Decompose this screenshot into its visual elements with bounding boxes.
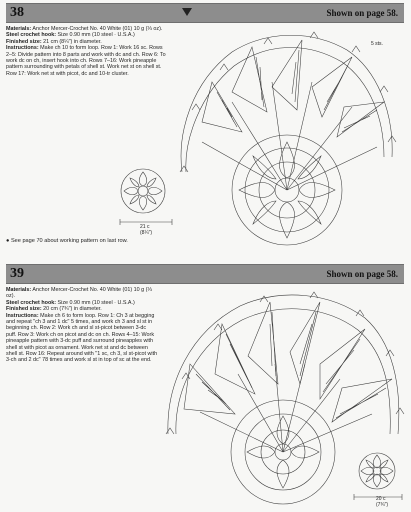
pattern-39-instructions: Instructions: Make ch 6 to form loop. Row 1: Ch 3 at begging and repeat "ch 3 and 1 dc" 5 times, and work ch 3 and sl st in beginning ch. Row 2: Work ch and sl st-picot between 3-dc puff. Row 3: Work ch on picot and dc on ch. Rows 4–15: Work pineapple pattern with 3-dc puff and surround pineapples with shell st with picot as ornament. Work net st and dc between shell st. Row 16: Repeat around with "1 sc, ch 3, sl st-picot with 3-ch and 2 dc" 78 times and work sl st in top of sc at the end. [6,312,158,364]
pattern-38-see-note: ● See page 70 about working pattern on last row. [6,238,128,244]
pattern-38-materials: Materials: Anchor Mercer-Crochet No. 40 White (01) 10 g (⅓ oz). [6,26,163,32]
pattern-38-hook: Steel crochet hook: Size 0.90 mm (10 steel · U.S.A.) [6,32,135,39]
pattern-38-number: 38 [10,5,24,20]
pattern-39-dimension-label: 20 c (7¾") [376,496,389,508]
pattern-38-dimension-label: 21 c (8¼") [140,224,153,236]
pattern-38-header-band [6,3,404,23]
pattern-38-shown-on: Shown on page 58. [326,8,398,18]
pattern-39-header-band [6,264,404,284]
pattern-39-hook: Steel crochet hook: Size 0.90 mm (10 steel · U.S.A.) [6,299,135,306]
pattern-38-size: Finished size: 21 cm (8¼") in diameter. [6,38,102,45]
pattern-38-crochet-diagram [172,22,402,250]
pattern-39-thumbnail [352,446,402,496]
pattern-38-thumbnail [112,160,174,222]
bookmark-triangle-icon [182,8,192,16]
pattern-38-text [6,26,166,77]
pattern-38-stitch-label: 5 sts. [371,41,383,47]
pattern-39-shown-on: Shown on page 58. [326,269,398,279]
pattern-38-instructions: Instructions: Make ch 10 to form loop. Row 1: Work 16 sc. Rows 2–5: Divide pattern into 8 parts and work with dc and ch. Row 6: To work dc on ch, insert hook into ch. Rows 7–16: Work pineapple pattern surrounding with petals of shell st. Work net st on shell st. Row 17: Work net st with picot, dc and 10-tr cluster. [6,45,166,77]
pattern-39-size: Finished size: 20 cm (7¾") in diameter. [6,306,102,313]
pattern-39-text [6,287,158,364]
pattern-39-materials: Materials: Anchor Mercer-Crochet No. 40 White (01) 10 g (⅓ oz). [6,287,152,300]
pattern-39-number: 39 [10,266,24,281]
